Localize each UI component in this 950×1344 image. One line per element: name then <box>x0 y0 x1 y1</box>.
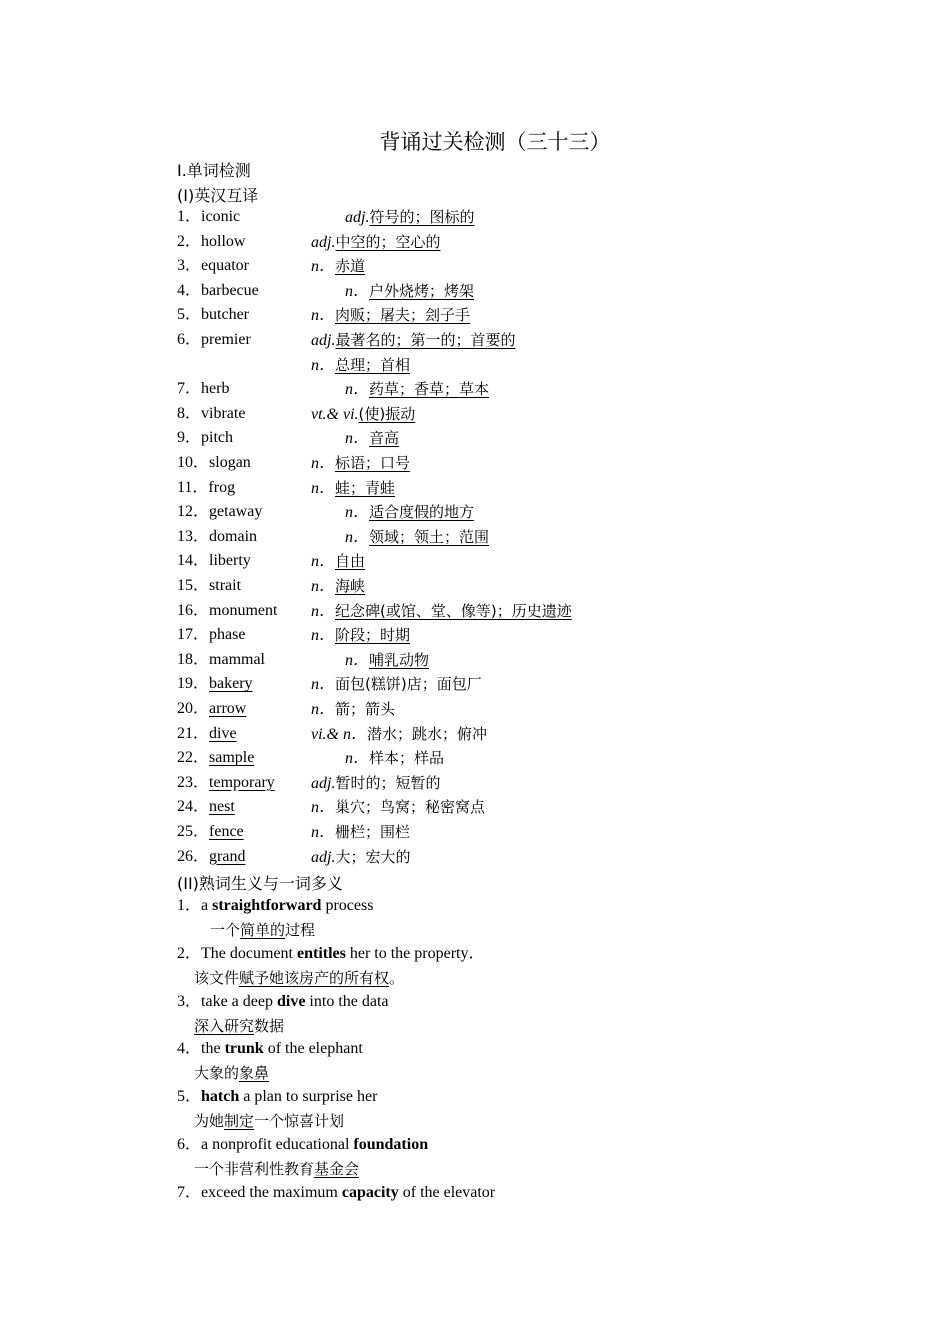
word-number: 14． <box>177 552 210 570</box>
word-number: 23． <box>177 773 210 791</box>
word-row <box>177 673 877 695</box>
chinese-meaning: 领域；领土；范围 <box>369 527 490 546</box>
word-row <box>177 477 877 499</box>
word-row <box>177 772 877 794</box>
phrase-item <box>177 1134 428 1156</box>
part-of-speech: adj. <box>345 209 370 226</box>
english-word: phase <box>209 626 246 644</box>
section-heading: I.单词检测 <box>177 161 251 180</box>
page-title: 背诵过关检测（三十三） <box>379 130 611 154</box>
word-row <box>177 231 877 253</box>
translation-answer: 制定 <box>224 1112 255 1131</box>
english-word: temporary <box>209 773 275 791</box>
part-of-speech: n． <box>311 307 336 325</box>
translation-answer: 深入研究 <box>194 1016 255 1035</box>
phrase-text: into the data <box>305 992 389 1010</box>
part-of-speech: n． <box>345 381 370 399</box>
part-of-speech: n． <box>311 602 336 620</box>
phrase-text: the <box>201 1040 225 1058</box>
phrase-number: 7． <box>177 1183 202 1201</box>
phrase-translation <box>210 919 315 941</box>
english-word: fence <box>209 823 244 840</box>
phrase-text: a plan to surprise her <box>239 1088 378 1106</box>
part-of-speech: vi.& n． <box>311 725 367 743</box>
translation-text: 过程 <box>285 921 316 939</box>
word-number: 19． <box>177 675 210 693</box>
english-word: herb <box>201 380 230 398</box>
part-of-speech: adj. <box>311 774 336 792</box>
word-number: 21． <box>177 724 210 742</box>
word-row <box>177 526 877 548</box>
chinese-meaning: 符号的；图标的 <box>369 208 475 226</box>
definition <box>345 378 489 401</box>
translation-text: 。 <box>389 968 405 987</box>
word-row <box>177 747 877 769</box>
definition <box>311 452 410 475</box>
chinese-meaning: 中空的；空心的 <box>335 232 441 251</box>
chinese-meaning: 总理；首相 <box>335 355 411 374</box>
chinese-meaning: 户外烧烤；烤架 <box>369 281 475 300</box>
definition <box>311 231 440 254</box>
word-number: 24． <box>177 798 210 816</box>
chinese-meaning: 自由 <box>335 552 366 571</box>
word-number: 17． <box>177 626 210 644</box>
word-number: 5． <box>177 306 202 324</box>
english-word: liberty <box>209 552 251 570</box>
word-row <box>177 575 877 597</box>
english-word: hollow <box>201 232 246 250</box>
english-word: sample <box>209 749 255 767</box>
definition <box>311 796 485 819</box>
phrase-text: of the elevator <box>398 1183 496 1201</box>
word-row <box>177 821 877 843</box>
phrase-number: 4． <box>177 1040 202 1058</box>
phrase-text: a <box>201 897 213 914</box>
word-number: 1． <box>177 208 202 225</box>
english-word: dive <box>209 724 237 742</box>
part-of-speech: n． <box>311 455 336 472</box>
word-row <box>177 280 877 302</box>
english-word: butcher <box>201 306 249 324</box>
definition <box>345 501 474 524</box>
part-of-speech: n． <box>311 356 336 374</box>
chinese-meaning: 阶段；时期 <box>335 626 411 645</box>
definition <box>311 624 410 647</box>
chinese-meaning: 蛙；青蛙 <box>335 478 396 497</box>
key-word: hatch <box>201 1088 240 1106</box>
phrase-translation <box>194 967 404 989</box>
definition <box>311 329 515 352</box>
part-of-speech: n． <box>311 824 336 841</box>
phrase-text: of the elephant <box>263 1040 363 1058</box>
chinese-meaning: (使)振动 <box>358 404 416 423</box>
word-number: 16． <box>177 601 210 619</box>
translation-text: 一个非营利性教育 <box>194 1160 315 1178</box>
definition <box>311 255 365 278</box>
translation-answer: 基金会 <box>314 1160 360 1178</box>
definition <box>311 772 440 795</box>
word-number: 6． <box>177 331 202 348</box>
word-number: 22． <box>177 749 210 767</box>
chinese-meaning: 面包(糕饼)店；面包厂 <box>335 675 482 694</box>
word-number: 4． <box>177 281 202 299</box>
word-row <box>177 649 877 671</box>
phrase-text: The document <box>201 944 297 962</box>
english-word: nest <box>209 798 235 816</box>
english-word: equator <box>201 257 249 275</box>
phrase-text: her to the property． <box>345 944 485 962</box>
phrase-number: 3． <box>177 992 202 1010</box>
definition <box>311 821 410 844</box>
definition <box>311 600 572 623</box>
chinese-meaning: 栅栏；围栏 <box>335 823 411 841</box>
part-of-speech: n． <box>345 282 370 300</box>
part-of-speech: n． <box>345 651 370 669</box>
part-of-speech: n． <box>345 430 370 448</box>
chinese-meaning: 潜水；跳水；俯冲 <box>367 724 488 743</box>
translation-text: 为她 <box>194 1112 225 1131</box>
phrase-item <box>177 1038 363 1060</box>
word-number: 2． <box>177 232 202 250</box>
phrase-text: exceed the maximum <box>201 1183 342 1201</box>
word-number: 8． <box>177 404 202 422</box>
key-word: straightforward <box>212 897 322 914</box>
definition <box>311 673 482 696</box>
word-number: 13． <box>177 527 210 545</box>
part-of-speech: n． <box>311 578 336 595</box>
phrase-text: a nonprofit educational <box>201 1136 354 1153</box>
word-number: 10． <box>177 454 210 471</box>
part-of-speech: n． <box>311 676 336 694</box>
phrase-number: 5． <box>177 1088 202 1106</box>
english-word: iconic <box>201 208 241 225</box>
definition <box>345 747 444 770</box>
word-row <box>177 304 877 326</box>
word-row <box>177 354 877 376</box>
chinese-meaning: 样本；样品 <box>369 749 445 768</box>
translation-text: 该文件 <box>194 968 240 987</box>
english-word: slogan <box>209 454 251 471</box>
key-word: foundation <box>353 1136 429 1153</box>
english-word: barbecue <box>201 281 259 299</box>
chinese-meaning: 纪念碑(或馆、堂、像等)；历史遗迹 <box>335 601 572 620</box>
part-heading-1: (I)英汉互译 <box>177 186 259 205</box>
word-row <box>177 255 877 277</box>
word-number: 20． <box>177 700 210 717</box>
word-row <box>177 403 877 425</box>
phrase-item <box>177 991 389 1013</box>
word-row <box>177 796 877 818</box>
key-word: trunk <box>224 1040 264 1058</box>
word-row <box>177 846 877 868</box>
chinese-meaning: 药草；香草；草本 <box>369 380 490 399</box>
english-word: monument <box>209 601 278 619</box>
english-word: arrow <box>209 700 247 717</box>
english-word: frog <box>208 478 236 496</box>
part-of-speech: adj. <box>311 332 336 349</box>
part-heading-2: (II)熟词生义与一词多义 <box>177 874 343 893</box>
definition <box>311 403 415 426</box>
phrase-translation <box>194 1015 284 1037</box>
translation-answer: 赋予她该房产的所有权 <box>239 968 390 987</box>
phrase-number: 2． <box>177 944 202 962</box>
part-of-speech: n． <box>345 750 370 768</box>
english-word: getaway <box>209 503 263 521</box>
chinese-meaning: 暂时的；短暂的 <box>335 773 441 792</box>
part-of-speech: n． <box>311 701 336 718</box>
part-of-speech: adj. <box>311 233 336 251</box>
english-word: vibrate <box>201 404 246 422</box>
word-row <box>177 550 877 572</box>
chinese-meaning: 海峡 <box>335 577 366 595</box>
key-word: capacity <box>341 1183 399 1201</box>
chinese-meaning: 肉贩；屠夫；刽子手 <box>335 306 471 325</box>
word-row <box>177 329 877 351</box>
word-number: 25． <box>177 823 210 840</box>
chinese-meaning: 标语；口号 <box>335 454 411 472</box>
chinese-meaning: 箭；箭头 <box>335 700 396 718</box>
phrase-item <box>177 1182 495 1204</box>
translation-answer: 简单的 <box>240 921 286 939</box>
chinese-meaning: 巢穴；鸟窝；秘密窝点 <box>335 798 486 817</box>
definition <box>311 575 365 598</box>
phrase-text: process <box>321 897 374 914</box>
translation-answer: 象鼻 <box>239 1064 270 1083</box>
phrase-translation <box>194 1062 269 1084</box>
word-row <box>177 600 877 622</box>
part-of-speech: vt.& vi. <box>311 405 359 423</box>
part-of-speech: n． <box>311 479 336 497</box>
definition <box>311 354 410 377</box>
word-number: 3． <box>177 257 202 275</box>
word-number: 7． <box>177 380 202 398</box>
part-of-speech: n． <box>311 799 336 817</box>
definition <box>311 698 395 721</box>
word-number: 9． <box>177 429 202 447</box>
phrase-text: take a deep <box>201 992 277 1010</box>
word-number: 15． <box>177 577 210 594</box>
definition <box>311 846 410 869</box>
part-of-speech: n． <box>345 528 370 546</box>
definition <box>345 427 399 450</box>
chinese-meaning: 适合度假的地方 <box>369 503 475 522</box>
chinese-meaning: 赤道 <box>335 257 366 276</box>
word-row <box>177 452 877 474</box>
english-word: strait <box>209 577 242 594</box>
phrase-number: 6． <box>177 1136 202 1153</box>
english-word: premier <box>201 331 251 348</box>
word-row <box>177 427 877 449</box>
word-row <box>177 206 877 228</box>
definition <box>311 477 395 500</box>
word-number: 26． <box>177 847 210 865</box>
definition <box>311 550 365 573</box>
part-of-speech: n． <box>345 504 370 522</box>
definition <box>311 304 470 327</box>
phrase-translation <box>194 1110 344 1132</box>
part-of-speech: n． <box>311 258 336 276</box>
part-of-speech: n． <box>311 553 336 571</box>
chinese-meaning: 音高 <box>369 429 400 448</box>
key-word: entitles <box>296 944 346 962</box>
phrase-translation <box>194 1158 359 1180</box>
word-row <box>177 624 877 646</box>
chinese-meaning: 哺乳动物 <box>369 650 430 669</box>
english-word: pitch <box>201 429 234 447</box>
word-number: 18． <box>177 650 210 668</box>
phrase-number: 1． <box>177 897 202 914</box>
definition <box>345 649 429 672</box>
translation-text: 一个惊喜计划 <box>254 1112 345 1131</box>
key-word: dive <box>276 992 306 1010</box>
english-word: domain <box>209 527 258 545</box>
phrase-item <box>177 943 485 965</box>
chinese-meaning: 最著名的；第一的；首要的 <box>335 331 516 349</box>
definition <box>345 280 474 303</box>
translation-text: 一个 <box>210 921 241 939</box>
word-row <box>177 698 877 720</box>
translation-text: 数据 <box>254 1016 285 1035</box>
word-number: 12． <box>177 503 210 521</box>
word-row <box>177 501 877 523</box>
english-word: grand <box>209 847 246 865</box>
definition <box>311 723 487 746</box>
english-word: mammal <box>209 650 265 668</box>
word-row <box>177 723 877 745</box>
chinese-meaning: 大；宏大的 <box>335 847 411 866</box>
word-row <box>177 378 877 400</box>
translation-text: 大象的 <box>194 1064 240 1083</box>
part-of-speech: n． <box>311 627 336 645</box>
word-number: 11． <box>177 478 209 496</box>
phrase-item <box>177 895 373 917</box>
phrase-item <box>177 1086 377 1108</box>
part-of-speech: adj. <box>311 848 336 866</box>
english-word: bakery <box>209 675 253 693</box>
definition <box>345 526 489 549</box>
definition <box>345 206 474 229</box>
